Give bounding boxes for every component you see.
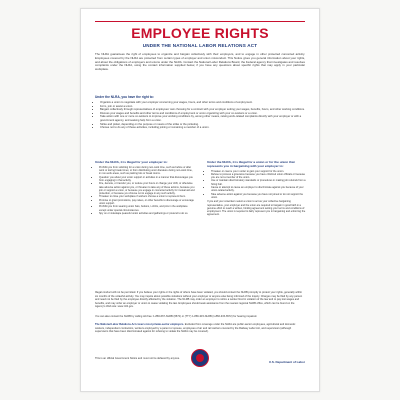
footer-notice: This is an official Government Notice and must not be defaced by anyone. — [95, 357, 180, 360]
list-item: • Use or maintain discriminatory standards or procedures in making job referrals from a hiring hall. — [211, 179, 307, 186]
list-item: • Spy on or videotape peaceful union activities and gatherings or pretend to do so. — [99, 212, 195, 215]
rights-list — [95, 101, 305, 130]
contact-paragraph: You can also contact the NLRB by calling toll-free: 1-866-667-NLRB (6572) or (TTY) 1-866-315-NLRB (1-866-315-6572) for hearing impaired. — [95, 315, 258, 318]
list-item: • Refuse to process a grievance because you have criticized union officials or because you are not a member of the union. — [211, 173, 307, 180]
illegal-conduct-paragraph: Illegal conduct will not be permitted. If you believe your rights or the rights of others have been violated, you should contact the NLRB promptly to protect your rights, generally within six months of the unlawful activity. You may inquire about possible violations without your employer or anyone else being informed of the inquiry. Charges may be filed by any person and need not be filed by the employee directly affected by the violation. The NLRB may order an employer to rehire a worker fired in violation of the law and to pay lost wages and benefits, and may order an employer or union to cease violating the law. Employees should seek assistance from the nearest regional NLRB office, which can be found on the Agency's Web site: www.nlrb.gov. — [95, 291, 303, 308]
agency-name: U.S. Department of Labor — [268, 360, 305, 364]
list-item: • Discuss your wages and benefits and other terms and conditions of employment or union organizing with your co-workers or a union. — [100, 112, 305, 116]
jurisdiction-heading: The National Labor Relations Act covers most private-sector employers. — [95, 323, 184, 326]
list-item: • Strike and picket, depending on the purpose or means of the strike or the picketing. — [100, 123, 305, 127]
intro-paragraph: The NLRA guarantees the right of employees to organize and bargain collectively with their employers, and to engage in other protected concerted activity. Employees covered by the NLRA are protected from certain types of employer and union misconduct. This Notice gives you general information about your rights, and about the obligations of employers and unions under the NLRA. Contact the National Labor Relations Board, the Federal agency that investigates and resolves complaints under the NLRA, using the contact information supplied below, if you have any questions about specific rights that may apply in your particular workplace. — [95, 52, 305, 72]
employer-column — [95, 161, 195, 215]
list-item: • Choose not to do any of these activities, including joining or remaining a member of a union. — [100, 126, 305, 130]
poster-title: EMPLOYEE RIGHTS — [131, 25, 269, 41]
jurisdiction-block — [95, 323, 305, 334]
list-item: • Fire, demote, or transfer you, or reduce your hours or change your shift, or otherwise take adverse action against you, or threaten to take any of these actions, because you join or support a union, or because you engage in concerted activity for mutual aid and protection, or because you choose not to engage in any such activity. — [99, 182, 195, 195]
list-item: • Question you about your union support or activities in a manner that discourages you from engaging in that activity. — [99, 176, 195, 183]
list-item: • Bargain collectively through representatives of employees' own choosing for a contract with your employer setting your wages, benefits, hours, and other working conditions. — [100, 108, 305, 112]
list-item: • Organize a union to negotiate with your employer concerning your wages, hours, and other terms and conditions of employment. — [100, 101, 305, 105]
union-paragraph: If you and your coworkers select a union to act as your collective bargaining representative, your employer and the union are required to bargain in good faith in a genuine effort to reach a written, binding agreement setting your terms and conditions of employment. The union is required to fairly represent you in bargaining and enforcing the agreement. — [207, 200, 306, 217]
list-item: • Threaten to close your workplace if workers choose a union to represent them. — [99, 195, 195, 198]
agency-seal-icon — [191, 349, 209, 367]
employee-rights-poster — [80, 8, 320, 392]
employer-heading: Under the NLRA, it is illegal for your employer to: — [95, 160, 168, 164]
employer-list — [95, 166, 195, 215]
list-item: • Prohibit you from soliciting for a union during non-work time, such as before or after work or during break times; or from distributing union literature during non-work time, in non-work areas, such as parking lots or break rooms. — [99, 166, 195, 176]
list-item: • Cause or attempt to cause an employer to discriminate against you because of your union-related activity. — [211, 186, 307, 193]
list-item: • Threaten or coerce you in order to gain your support for the union. — [211, 170, 307, 173]
list-item: • Take adverse action against you because you have not joined or do not support the union. — [211, 193, 307, 200]
union-heading: Under the NLRA, it is illegal for a union or for the union that represents you in bargaining with your employer to: — [207, 160, 295, 168]
list-item: • Promise or grant promotions, pay raises, or other benefits to discourage or encourage union support. — [99, 199, 195, 206]
top-rule — [95, 21, 305, 22]
list-item: • Take action with one or more co-workers to improve your working conditions by, among other means, raising work-related complaints directly with your employer or with a government agency, and seeking help from a union. — [100, 115, 305, 122]
list-item: • Prohibit you from wearing union hats, buttons, t-shirts, and pins in the workplace except under special circumstances. — [99, 205, 195, 212]
union-list — [207, 170, 307, 200]
list-item: • Form, join or assist a union. — [100, 105, 305, 109]
poster-subtitle: UNDER THE NATIONAL LABOR RELATIONS ACT — [142, 43, 258, 48]
union-column — [207, 161, 307, 217]
rights-heading: Under the NLRA, you have the right to: — [95, 95, 154, 99]
jurisdiction-paragraph: Excluded from coverage under the NLRA are public-sector employees, agricultural and domestic workers, independent contractors, workers employed by a parent or spouse, employees of air and rail carriers covered by the Railway Labor Act, and supervisors (although supervisors that have been discriminated against for refusing to violate the NLRA may be covered). — [95, 323, 296, 333]
